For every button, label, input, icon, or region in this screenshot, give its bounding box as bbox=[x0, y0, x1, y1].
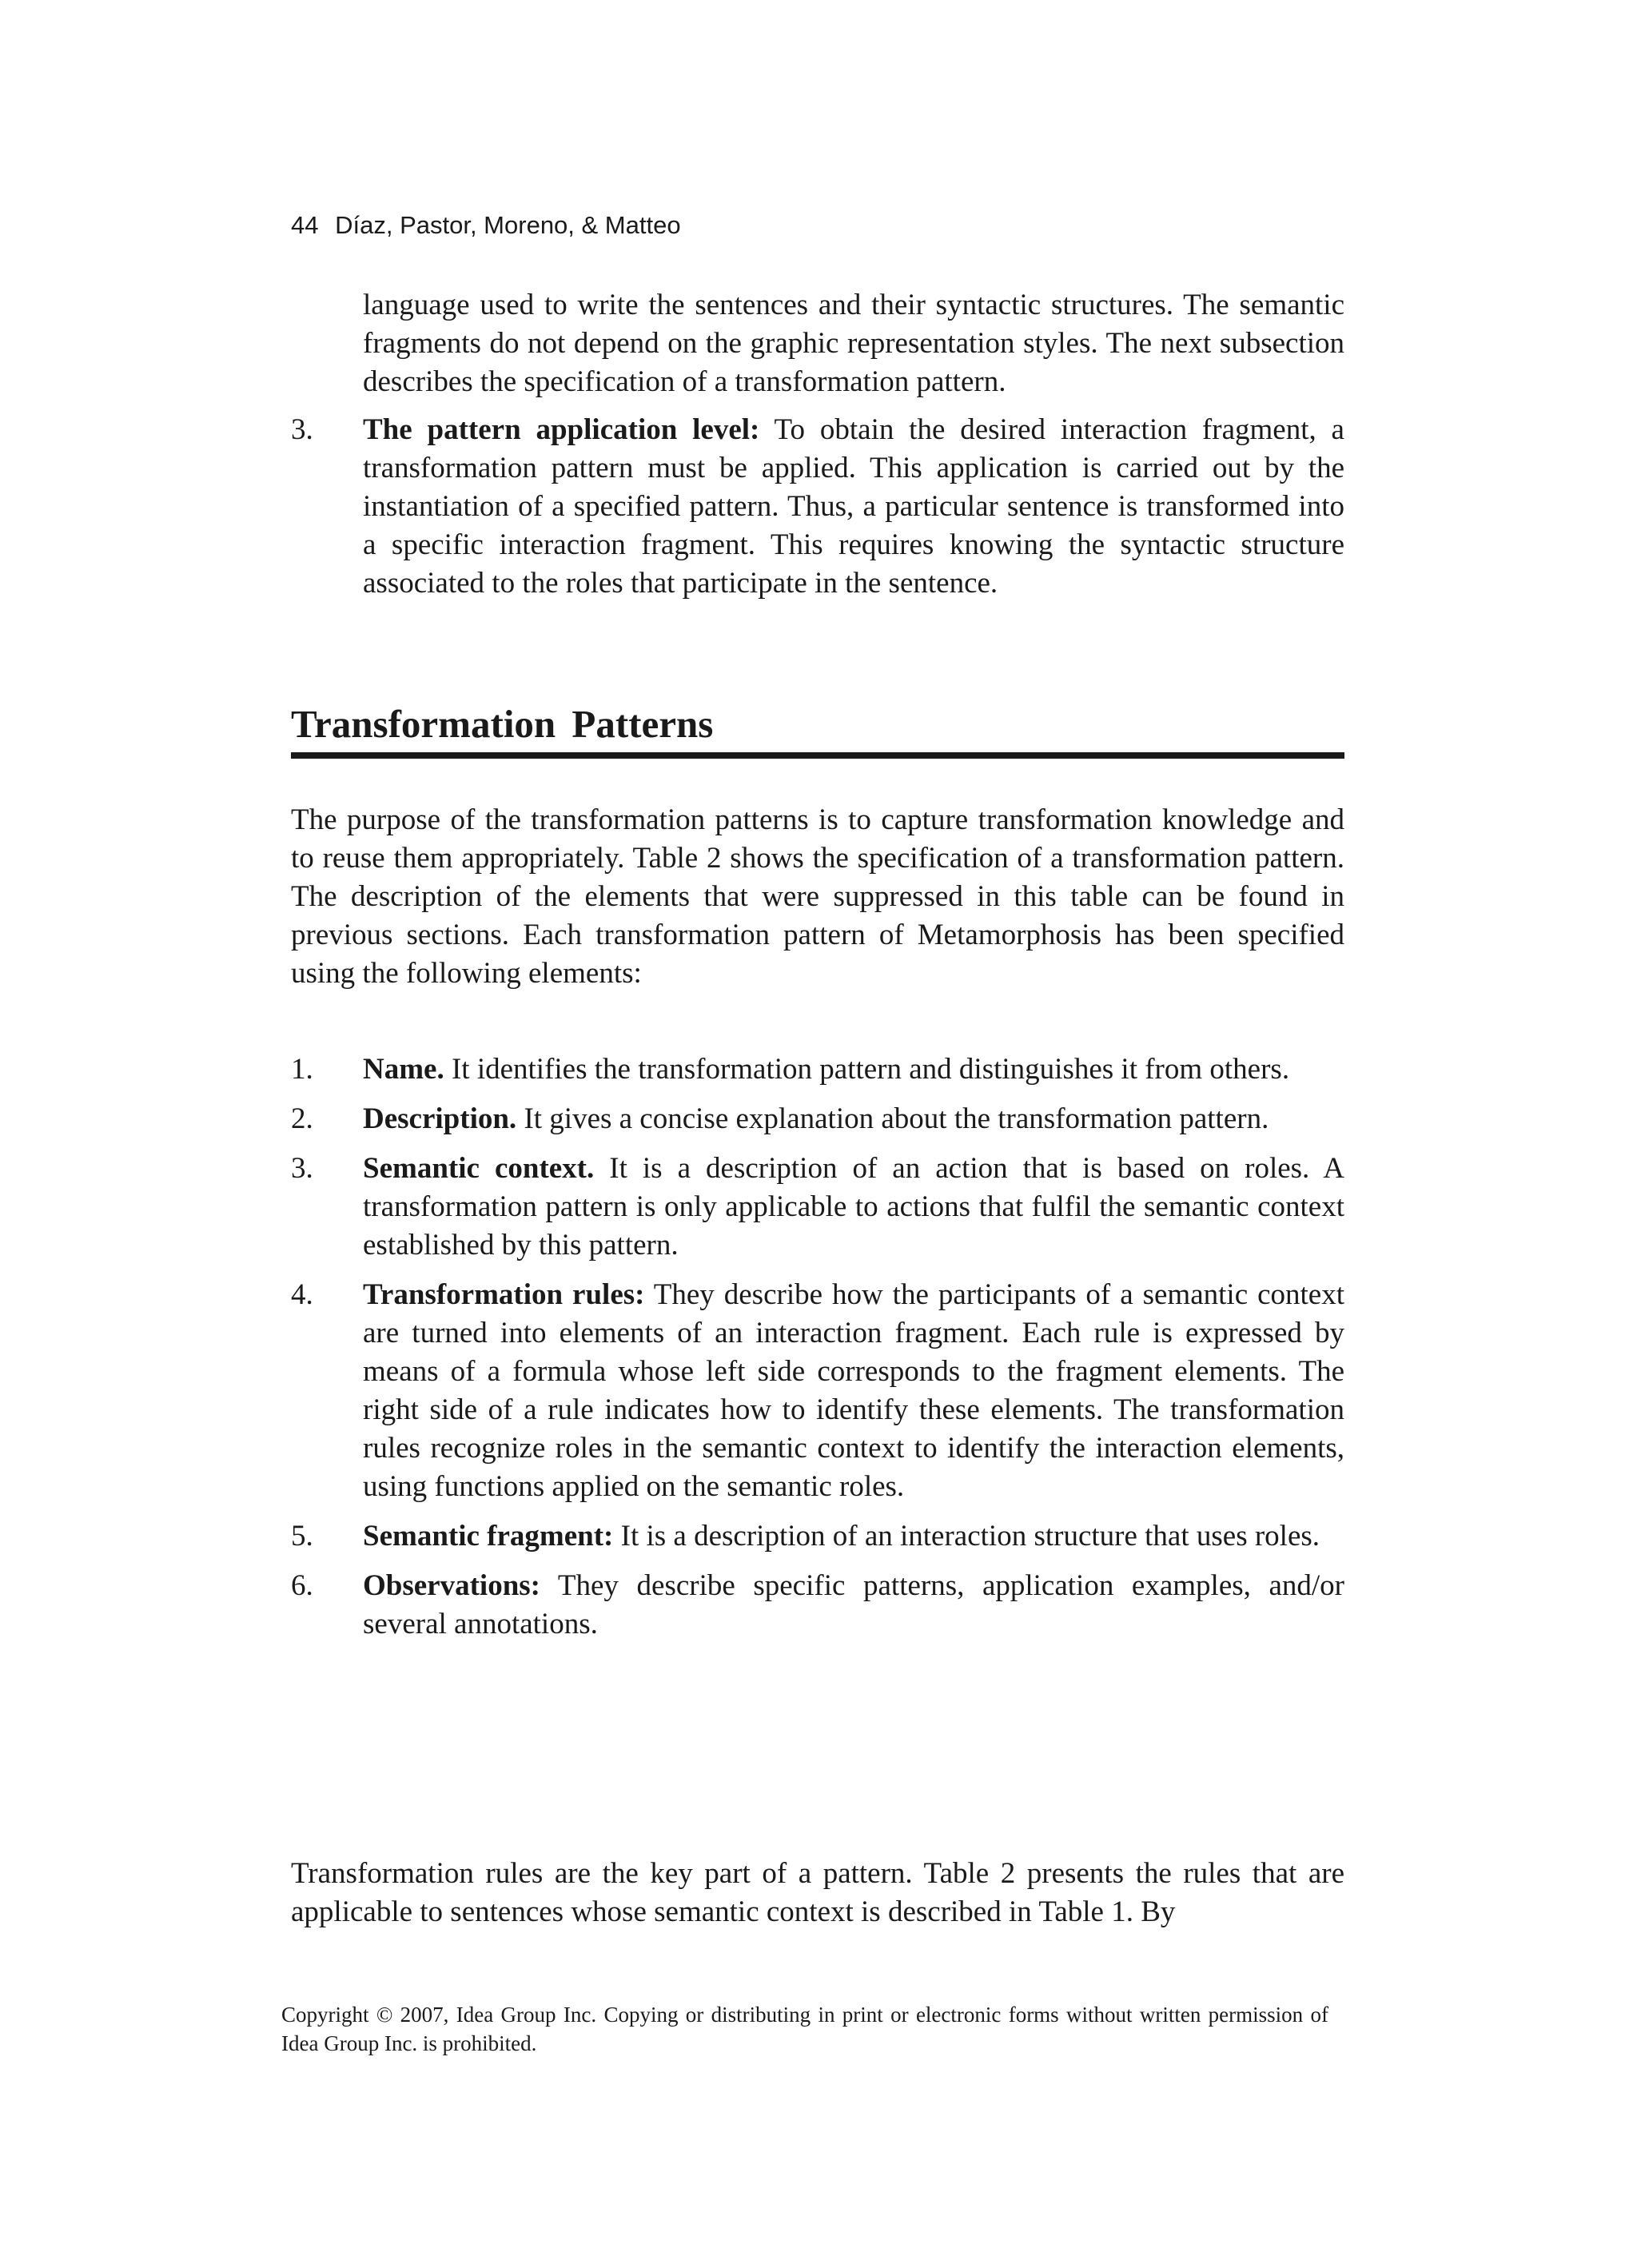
list-item bbox=[291, 411, 1344, 603]
list-item-text bbox=[363, 1150, 1344, 1265]
elements-list bbox=[291, 1050, 1344, 1655]
list-item-term: Description. bbox=[363, 1102, 517, 1135]
list-item-number: 2. bbox=[291, 1102, 313, 1135]
list-item-description: They describe specific patterns, application examples, and/or several annotations. bbox=[363, 1569, 1344, 1640]
heading-rule bbox=[291, 752, 1344, 759]
list-item-term: Semantic context. bbox=[363, 1152, 595, 1185]
running-head bbox=[291, 209, 681, 241]
list-item-term: Transformation rules: bbox=[363, 1278, 645, 1311]
list-item-number: 5. bbox=[291, 1520, 313, 1553]
list-item-number: 3. bbox=[291, 1152, 313, 1185]
list-item bbox=[291, 1150, 1344, 1265]
continuation-paragraph: language used to write the sentences and their syntactic structures. The semantic fragments do not depend on the graphic representation styles. The next subsection describes the specification of a transformation pattern. bbox=[363, 289, 1344, 398]
list-item bbox=[291, 1567, 1344, 1644]
list-item-description: It is a description of an interaction structure that uses roles. bbox=[613, 1520, 1320, 1553]
levels-list bbox=[291, 411, 1344, 614]
list-item-description: They describe how the participants of a semantic context are turned into elements of an interaction fragment. Each rule is expressed by means of a formula whose left side corresponds to the fragment elements. The right side of a rule indicates how to identify these elements. The transformation rules recognize roles in the semantic context to identify the interaction elements, using functions applied on the semantic roles. bbox=[363, 1278, 1344, 1503]
page-number: 44 bbox=[291, 211, 319, 239]
list-item-number: 3. bbox=[291, 413, 313, 446]
list-item-text bbox=[363, 1517, 1344, 1556]
closing-paragraph: Transformation rules are the key part of a pattern. Table 2 presents the rules that are applicable to sentences whose semantic context is described in Table 1. By bbox=[291, 1857, 1344, 1928]
list-item-description: It is a description of an action that is based on roles. A transformation pattern is only applicable to actions that fulfil the semantic context established by this pattern. bbox=[363, 1152, 1344, 1262]
list-item-text bbox=[363, 1050, 1344, 1089]
list-item bbox=[291, 1276, 1344, 1506]
list-item-number: 1. bbox=[291, 1053, 313, 1086]
list-item-text bbox=[363, 1100, 1344, 1138]
running-head-authors: Díaz, Pastor, Moreno, & Matteo bbox=[335, 211, 681, 239]
list-item bbox=[291, 1050, 1344, 1089]
list-item-description: It gives a concise explanation about the transformation pattern. bbox=[516, 1102, 1269, 1135]
list-item-description: To obtain the desired interaction fragment, a transformation pattern must be applied. This application is carried out by the instantiation of a specified pattern. Thus, a particular sentence is transformed into a specific interaction fragment. This requires knowing the syntactic structure associated to the roles that participate in the sentence. bbox=[363, 413, 1344, 600]
list-item-term: Semantic fragment: bbox=[363, 1520, 614, 1553]
list-item-number: 6. bbox=[291, 1569, 313, 1602]
list-item-term: The pattern application level: bbox=[363, 413, 760, 446]
section-heading: Transformation Patterns bbox=[291, 702, 714, 746]
list-item-text bbox=[363, 411, 1344, 603]
intro-paragraph: The purpose of the transformation patterns is to capture transformation knowledge and to reuse them appropriately. Table 2 shows the specification of a transformation pattern. The description of the elements that were suppressed in this table can be found in previous sections. Each transformation pattern of Metamorphosis has been specified using the following elements: bbox=[291, 803, 1344, 990]
list-item-term: Name. bbox=[363, 1053, 444, 1086]
list-item-number: 4. bbox=[291, 1278, 313, 1311]
list-item-text bbox=[363, 1567, 1344, 1644]
list-item-text bbox=[363, 1276, 1344, 1506]
list-item-description: It identifies the transformation pattern and distinguishes it from others. bbox=[444, 1053, 1290, 1086]
list-item-term: Observations: bbox=[363, 1569, 540, 1602]
list-item bbox=[291, 1100, 1344, 1138]
list-item bbox=[291, 1517, 1344, 1556]
copyright-notice: Copyright © 2007, Idea Group Inc. Copying or distributing in print or electronic forms without written permission of Idea Group Inc. is prohibited. bbox=[281, 2003, 1328, 2055]
